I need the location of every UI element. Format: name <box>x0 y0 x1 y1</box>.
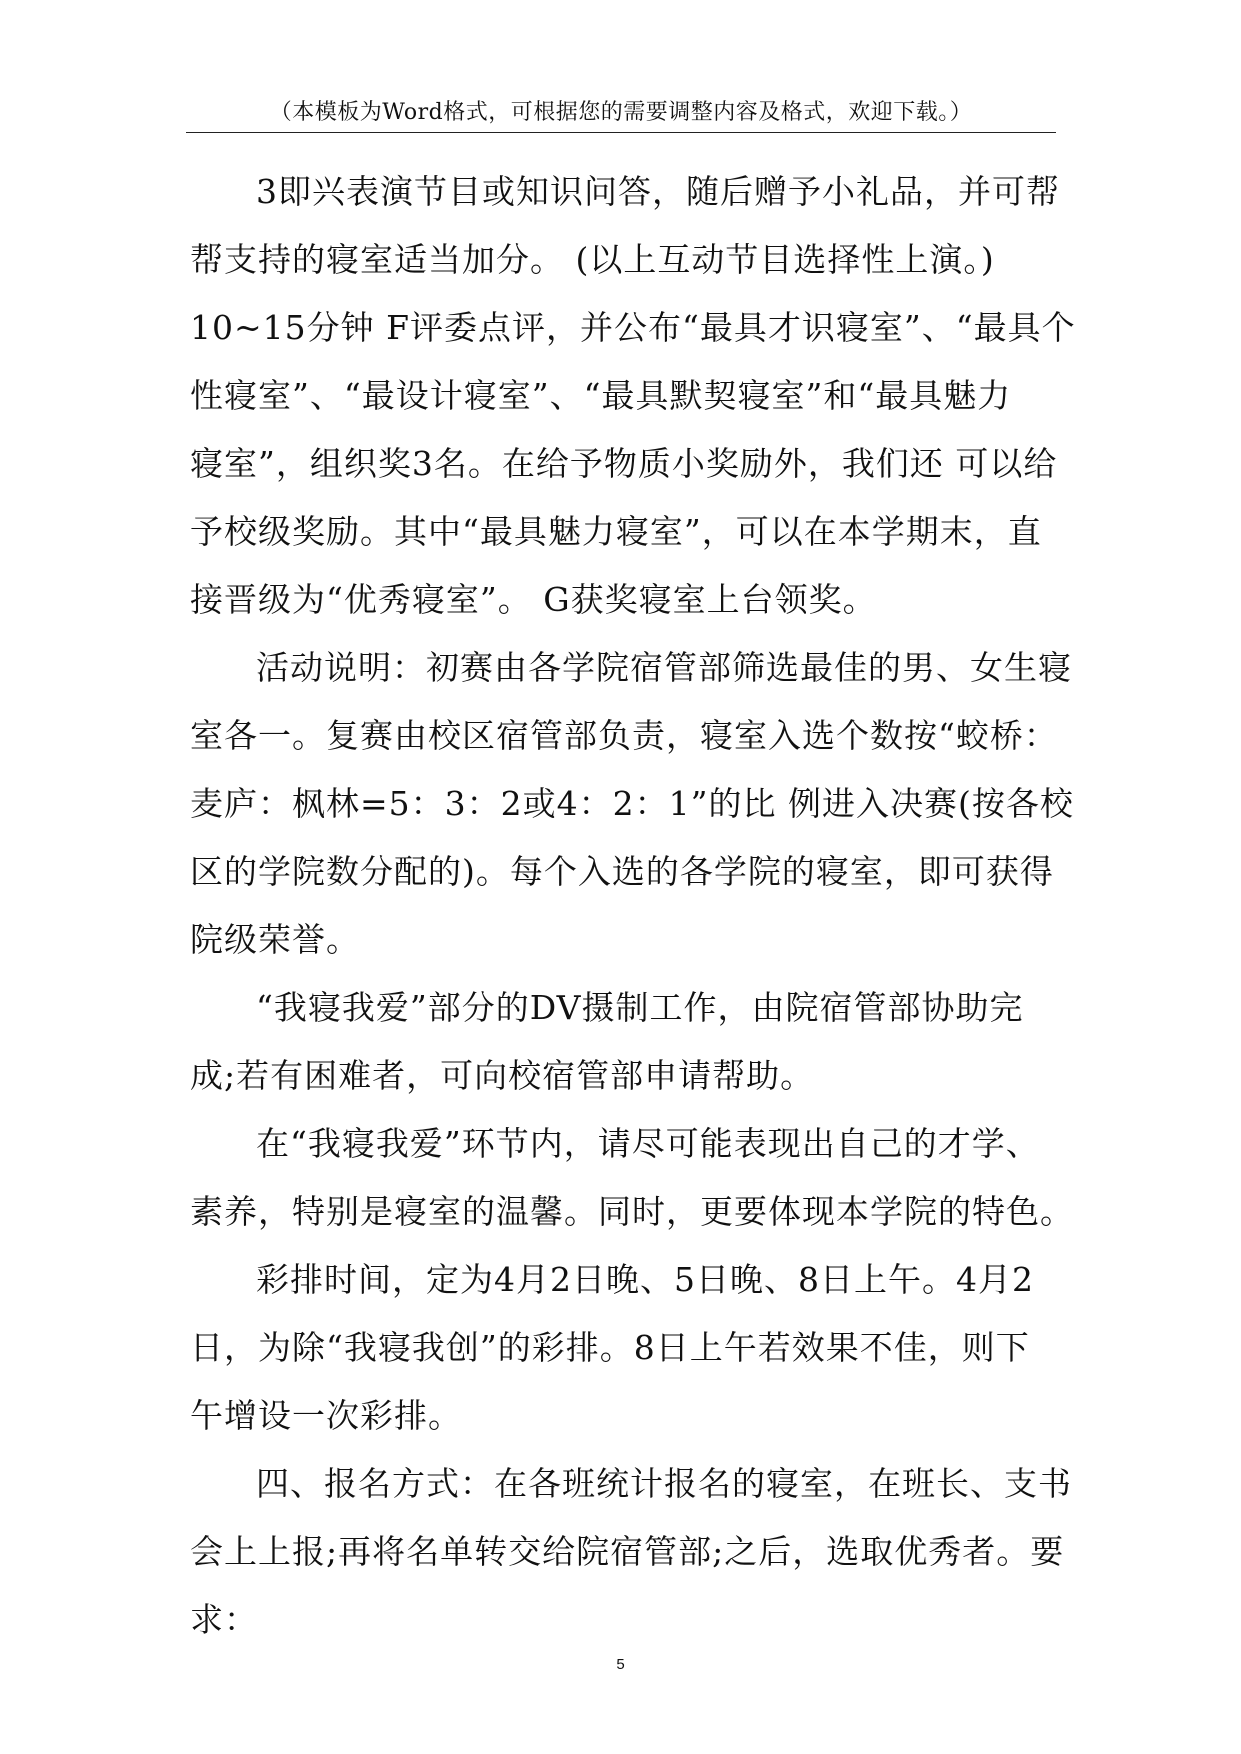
template-note-header: （本模板为Word格式，可根据您的需要调整内容及格式，欢迎下载。） <box>269 100 973 125</box>
body-line: 帮支持的寝室适当加分。 (以上互动节目选择性上演。) <box>190 240 995 279</box>
body-line: 午增设一次彩排。 <box>190 1396 462 1435</box>
body-line: 在“我寝我爱”环节内，请尽可能表现出自己的才学、 <box>256 1124 1040 1163</box>
body-line: 彩排时间，定为4月2日晚、5日晚、8日上午。4月2 <box>256 1260 1034 1299</box>
body-line: 3即兴表演节目或知识问答，随后赠予小礼品，并可帮 <box>256 172 1060 211</box>
body-line: 予校级奖励。其中“最具魅力寝室”，可以在本学期末，直 <box>190 512 1042 551</box>
body-line: “我寝我爱”部分的DV摄制工作，由院宿管部协助完 <box>256 988 1024 1027</box>
body-line: 活动说明：初赛由各学院宿管部筛选最佳的男、女生寝 <box>256 648 1072 687</box>
body-line: 寝室”，组织奖3名。在给予物质小奖励外，我们还 可以给 <box>190 444 1058 483</box>
body-line: 日，为除“我寝我创”的彩排。8日上午若效果不佳，则下 <box>190 1328 1030 1367</box>
body-line: 会上上报;再将名单转交给院宿管部;之后，选取优秀者。要 <box>190 1532 1065 1571</box>
body-line: 素养，特别是寝室的温馨。同时，更要体现本学院的特色。 <box>190 1192 1074 1231</box>
body-line: 接晋级为“优秀寝室”。 G获奖寝室上台领奖。 <box>190 580 877 619</box>
header-divider <box>186 132 1056 133</box>
body-line: 求： <box>190 1600 258 1639</box>
body-line: 室各一。复赛由校区宿管部负责，寝室入选个数按“蛟桥： <box>190 716 1058 755</box>
document-body <box>190 158 1076 1654</box>
body-line: 四、报名方式：在各班统计报名的寝室，在班长、支书 <box>256 1464 1072 1503</box>
body-line: 10~15分钟 F评委点评，并公布“最具才识寝室”、“最具个 <box>190 308 1076 347</box>
body-line: 院级荣誉。 <box>190 920 360 959</box>
body-line: 麦庐：枫林=5：3：2或4：2：1”的比 例进入决赛(按各校 <box>190 784 1074 823</box>
body-line: 性寝室”、“最设计寝室”、“最具默契寝室”和“最具魅力 <box>190 376 1012 415</box>
page-number: 5 <box>616 1656 625 1673</box>
body-line: 成;若有困难者，可向校宿管部申请帮助。 <box>190 1056 815 1095</box>
body-line: 区的学院数分配的)。每个入选的各学院的寝室，即可获得 <box>190 852 1054 891</box>
